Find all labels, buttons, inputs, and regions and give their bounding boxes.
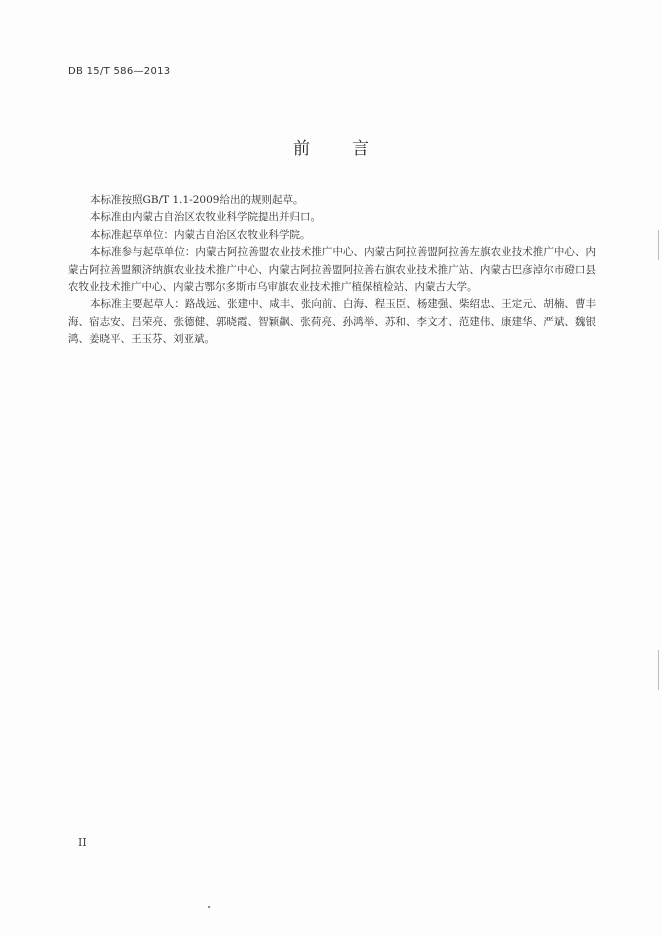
title-char-1: 前 xyxy=(293,139,310,159)
standard-code: DB 15/T 586—2013 xyxy=(68,66,171,77)
paragraph-proposer: 本标准由内蒙古自治区农牧业科学院提出并归口。 xyxy=(90,211,321,224)
scan-edge-mark xyxy=(658,650,659,690)
scan-speck xyxy=(208,906,210,908)
foreword-body xyxy=(68,192,596,349)
paragraph-drafting-unit: 本标准起草单位：内蒙古自治区农牧业科学院。 xyxy=(90,228,311,241)
paragraph-main-drafters: 本标准主要起草人：路战远、张建中、咸丰、张向前、白海、程玉臣、杨建强、柴绍忠、王定元、胡楠、曹丰海、宿志安、吕荣亮、张德健、郭晓霞、智颖飙、张荷亮、孙鸿举、苏和、李文才、范建伟、康建华、严斌、魏银鸿、姜晓平、王玉芬、刘亚斌。 xyxy=(68,298,596,346)
paragraph-participating-units: 本标准参与起草单位：内蒙古阿拉善盟农业技术推广中心、内蒙古阿拉善盟阿拉善左旗农业技术推广中心、内蒙古阿拉善盟额济纳旗农业技术推广中心、内蒙古阿拉善盟阿拉善右旗农业技术推广站、内蒙古巴彦淖尔市磴口县农牧业技术推广中心、内蒙古鄂尔多斯市乌审旗农业技术推广植保植检站、内蒙古大学。 xyxy=(68,246,596,294)
page-title xyxy=(0,134,662,159)
paragraph-drafting-rules: 本标准按照GB/T 1.1-2009给出的规则起草。 xyxy=(90,194,304,206)
page-number: II xyxy=(78,836,87,849)
scan-edge-mark xyxy=(658,230,659,260)
title-char-2: 言 xyxy=(352,139,369,159)
